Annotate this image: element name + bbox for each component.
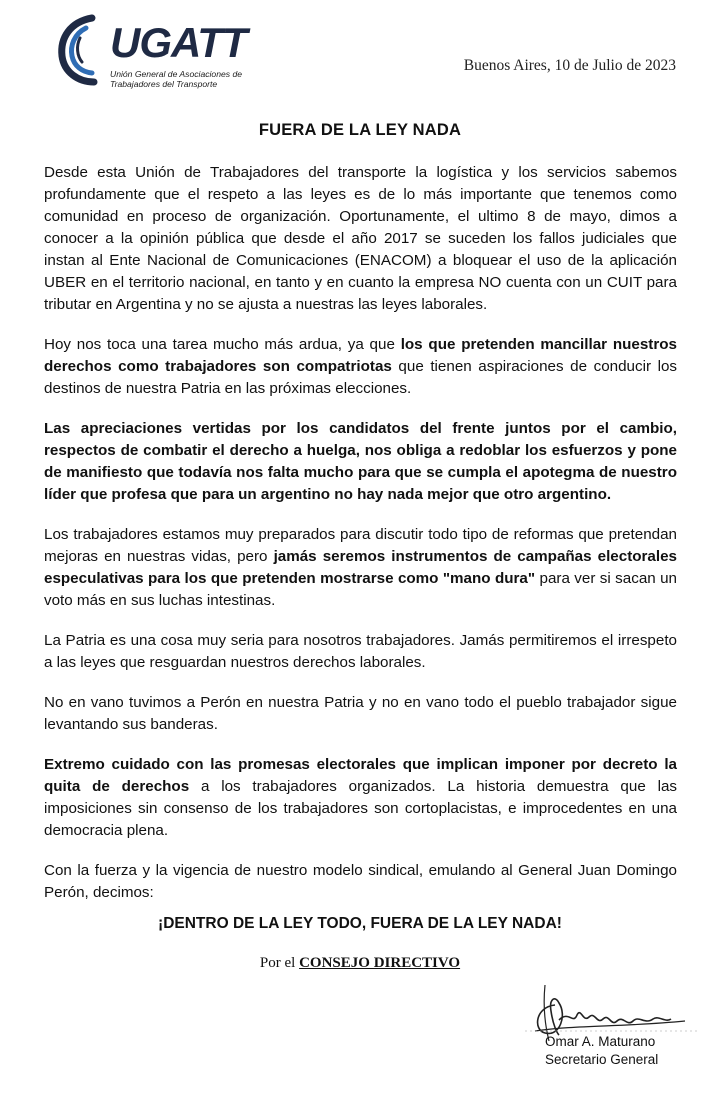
ugatt-logo — [52, 8, 252, 98]
text-run: que tienen aspiraciones de conducir los destinos de nuestra Patria en las próximas elecciones. — [44, 358, 677, 397]
body-paragraph — [44, 524, 677, 612]
text-run: Los trabajadores estamos muy preparados para discutir todo tipo de reformas que pretendan mejoras en nuestras vidas, pero — [44, 526, 677, 565]
body-paragraph — [44, 754, 677, 842]
bold-text-run: Extremo cuidado con las promesas electorales que implican imponer por decreto la quita de derechos — [44, 756, 677, 795]
text-run: Hoy nos toca una tarea mucho más ardua, ya que — [44, 336, 401, 353]
text-run: La Patria es una cosa muy seria para nosotros trabajadores. Jamás permitiremos el irrespeto a las leyes que resguardan nuestros derechos laborales. — [44, 632, 677, 671]
body-paragraph — [44, 692, 677, 736]
handwritten-signature — [515, 975, 705, 1090]
document-title: FUERA DE LA LEY NADA — [258, 121, 462, 139]
document-body — [44, 162, 677, 922]
bold-text-run: los que pretenden mancillar nuestros derechos como trabajadores son compatriotas — [44, 336, 677, 375]
date-line: Buenos Aires, 10 de Julio de 2023 — [463, 57, 676, 74]
logo-wordmark: UGATT — [110, 19, 247, 66]
text-run: a los trabajadores organizados. La historia demuestra que las imposiciones sin consenso de los trabajadores son cortoplacistas, e improcedentes en una democracia plena. — [44, 778, 677, 839]
body-paragraph — [44, 630, 677, 674]
signoff-line — [0, 955, 720, 972]
body-paragraph — [44, 860, 677, 904]
signatory-role: Secretario General — [545, 1052, 659, 1067]
text-run: Desde esta Unión de Trabajadores del transporte la logística y los servicios sabemos profundamente que el respeto a las leyes es de lo más importante que tenemos como comunidad en proceso de organización. Oportunamente, el ultimo 8 de mayo, dimos a conocer a la opinión pública que desde el año 2017 se suceden los fallos judiciales que instan al Ente Nacional de Comunicaciones (ENACOM) a bloquear el uso de la aplicación UBER en el territorio nacional, en tanto y en cuanto la empresa NO cuenta con un CUIT para tributar en Argentina y no se ajusta a nuestras las leyes laborales. — [44, 164, 677, 313]
text-run: para ver si sacan un voto más en sus luchas intestinas. — [44, 570, 678, 609]
bold-text-run: jamás seremos instrumentos de campañas electorales especulativas para los que pretenden mostrarse como "mano dura" — [44, 548, 677, 587]
body-paragraph — [44, 162, 677, 316]
closing-slogan: ¡DENTRO DE LA LEY TODO, FUERA DE LA LEY NADA! — [158, 915, 562, 932]
body-paragraph — [44, 418, 677, 506]
signoff-council: CONSEJO DIRECTIVO — [299, 955, 461, 971]
text-run: Con la fuerza y la vigencia de nuestro modelo sindical, emulando al General Juan Domingo Perón, decimos: — [44, 862, 677, 901]
body-paragraph — [44, 334, 677, 400]
signoff-prefix: Por el — [259, 955, 296, 971]
bold-text-run: Las apreciaciones vertidas por los candidatos del frente juntos por el cambio, respectos de combatir el derecho a huelga, nos obliga a redoblar los esfuerzos y pone de manifiesto que todavía nos falta mucho para que se cumpla el apotegma de nuestro líder que profesa que para un argentino no hay nada mejor que otro argentino. — [44, 420, 677, 503]
text-run: No en vano tuvimos a Perón en nuestra Patria y no en vano todo el pueblo trabajador sigue levantando sus banderas. — [44, 694, 677, 733]
signatory-name: Omar A. Maturano — [545, 1034, 656, 1049]
logo-subtitle: Unión General de Asociaciones de Trabajadores del Transporte — [110, 69, 243, 89]
